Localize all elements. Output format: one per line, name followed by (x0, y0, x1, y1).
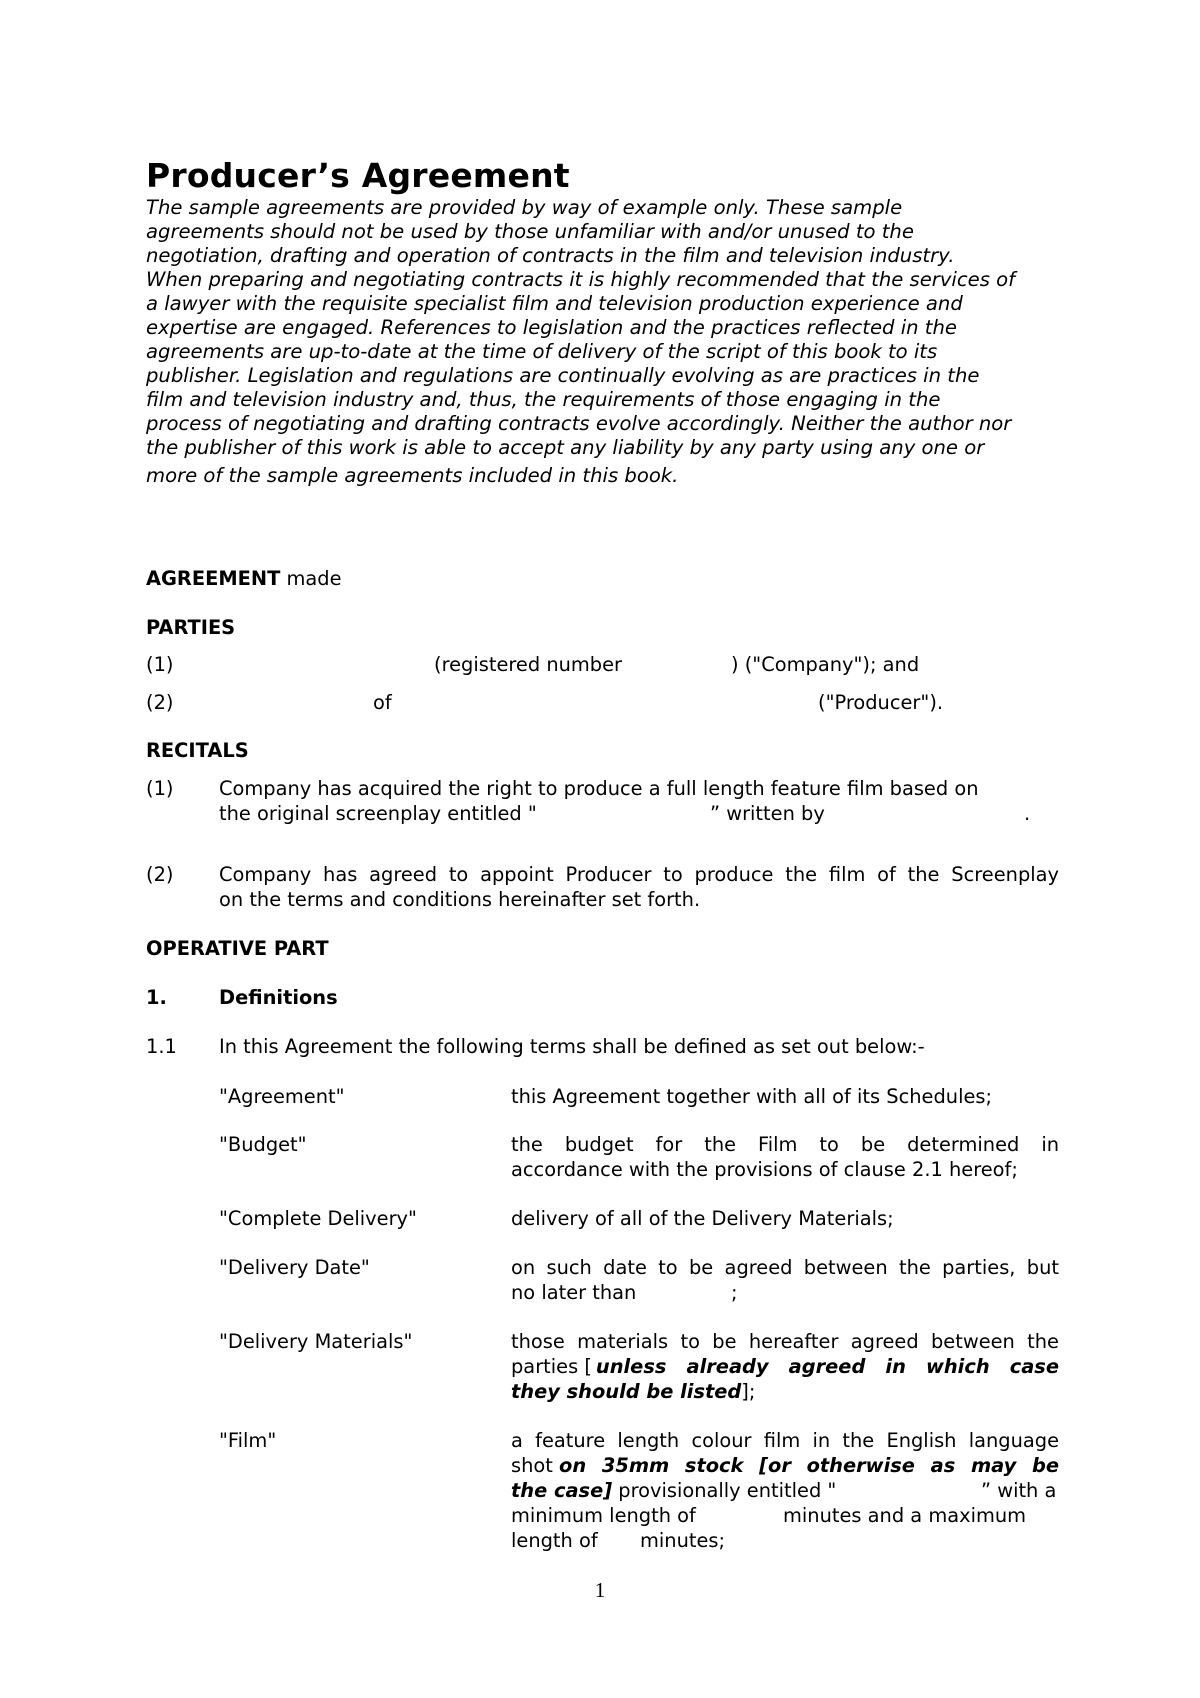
disclaimer-line: The sample agreements are provided by way of example only. These sample (146, 196, 903, 219)
party-1-registered-number: (registered number (434, 653, 622, 676)
definition-text: ” with a (981, 1479, 1057, 1502)
recital-1-line: Company has acquired the right to produce a full length feature film based on (219, 777, 979, 800)
disclaimer-line: When preparing and negotiating contracts it is highly recommended that the services of (146, 268, 1016, 291)
agreement-made-line (146, 566, 342, 591)
disclaimer-line: the publisher of this work is able to accept any liability by any party using any one or (146, 436, 985, 459)
definition-text: a feature length colour film in the English language (511, 1429, 1059, 1452)
recital-1-written-by: ” written by (710, 802, 825, 825)
definition-text: ; (731, 1281, 738, 1304)
disclaimer-line: publisher. Legislation and regulations are continually evolving as are practices in the (146, 364, 980, 387)
definition-text: on such date to be agreed between the parties, but (511, 1256, 1059, 1279)
disclaimer-line: a lawyer with the requisite specialist film and television production experience and (146, 292, 963, 315)
disclaimer-line: more of the sample agreements included in this book. (146, 464, 679, 487)
agreement-made-text: made (280, 567, 342, 590)
definition-text: no later than (511, 1281, 637, 1304)
operative-part-heading: OPERATIVE PART (146, 937, 329, 960)
definition-text: this Agreement together with all of its Schedules; (511, 1085, 993, 1108)
party-2-number: (2) (146, 691, 174, 714)
definition-term: "Agreement" (219, 1085, 345, 1108)
agreement-keyword: AGREEMENT (146, 567, 281, 590)
disclaimer-paragraph (146, 196, 1066, 488)
definition-text: shot (511, 1454, 560, 1477)
definition-note: on 35mm stock [or otherwise as may be (559, 1454, 1059, 1477)
recital-2-line: Company has agreed to appoint Producer to produce the film of the Screenplay (219, 863, 1059, 886)
definition-text: ]; (741, 1380, 756, 1403)
parties-heading: PARTIES (146, 616, 236, 639)
party-2-producer: ("Producer"). (818, 691, 944, 714)
disclaimer-line: agreements should not be used by those unfamiliar with and/or unused to the (146, 220, 914, 243)
document-title: Producer’s Agreement (146, 156, 570, 195)
definition-note: the case] (511, 1479, 613, 1502)
disclaimer-line: agreements are up-to-date at the time of delivery of the script of this book to its (146, 340, 938, 363)
definition-text: parties [ (511, 1355, 592, 1378)
definition-text: delivery of all of the Delivery Materials; (511, 1207, 894, 1230)
definition-text-row (511, 1379, 755, 1404)
section-title: Definitions (219, 986, 338, 1009)
disclaimer-line: negotiation, drafting and operation of contracts in the film and television industry. (146, 244, 955, 267)
definition-note: they should be listed (511, 1380, 742, 1403)
clause-number: 1.1 (146, 1035, 177, 1058)
definition-note: unless already agreed in which case (595, 1355, 1059, 1378)
definition-term: "Complete Delivery" (219, 1207, 417, 1230)
definition-text-row (511, 1453, 1059, 1478)
disclaimer-line: expertise are engaged. References to legislation and the practices reflected in the (146, 316, 957, 339)
recital-1-line: the original screenplay entitled " (219, 802, 537, 825)
recital-2-line: on the terms and conditions hereinafter set forth. (219, 888, 701, 911)
definition-text-row (511, 1354, 1059, 1379)
definition-term: "Delivery Materials" (219, 1330, 413, 1353)
section-number: 1. (146, 986, 167, 1009)
definition-text: provisionally entitled " (612, 1479, 837, 1502)
page-number: 1 (594, 1578, 606, 1602)
recital-1-number: (1) (146, 777, 174, 800)
definition-text: the budget for the Film to be determined in (511, 1133, 1059, 1156)
definition-text: minutes and a maximum (783, 1504, 1027, 1527)
clause-text: In this Agreement the following terms shall be defined as set out below:- (219, 1035, 925, 1058)
definition-text: accordance with the provisions of clause 2.1 hereof; (511, 1158, 1018, 1181)
party-2-of: of (373, 691, 392, 714)
definition-text: minimum length of (511, 1504, 696, 1527)
definition-text: those materials to be hereafter agreed between the (511, 1330, 1059, 1353)
definition-term: "Budget" (219, 1133, 307, 1156)
recital-1-end: . (1024, 802, 1031, 825)
party-1-number: (1) (146, 653, 174, 676)
disclaimer-line: film and television industry and, thus, the requirements of those engaging in the (146, 388, 941, 411)
recitals-heading: RECITALS (146, 739, 249, 762)
definition-term: "Film" (219, 1429, 277, 1452)
disclaimer-line: process of negotiating and drafting contracts evolve accordingly. Neither the author nor (146, 412, 1012, 435)
party-1-company: ) ("Company"); and (731, 653, 920, 676)
definition-text: minutes; (640, 1529, 726, 1552)
definition-text-row (511, 1478, 836, 1503)
definition-text: length of (511, 1529, 598, 1552)
definition-term: "Delivery Date" (219, 1256, 370, 1279)
recital-2-number: (2) (146, 863, 174, 886)
